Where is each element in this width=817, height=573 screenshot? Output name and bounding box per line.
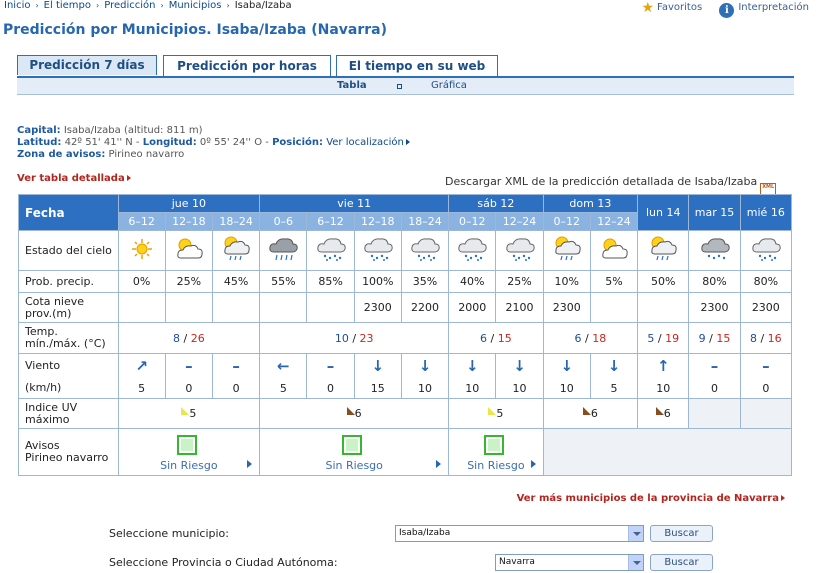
cloud-snow-icon: [408, 235, 442, 259]
day-header: vie 11: [260, 195, 449, 213]
wind-dir-cell: [689, 354, 740, 379]
breadcrumb-el-tiempo[interactable]: El tiempo: [43, 0, 92, 11]
breadcrumb-prediccion[interactable]: Predicción: [104, 0, 156, 11]
bullet-icon: [397, 84, 402, 89]
wind-dir-cell: [590, 354, 637, 379]
cota-cell: [165, 293, 212, 323]
buscar-municipio-button[interactable]: Buscar: [650, 525, 713, 542]
provincia-label: Seleccione Provincia o Ciudad Autónoma:: [109, 556, 338, 569]
wind-arrow-icon: ↓: [513, 357, 526, 376]
period-header: 0–6: [260, 213, 307, 231]
period-header: 18–24: [401, 213, 448, 231]
arrow-right-icon: [247, 460, 252, 468]
tab-el-tiempo-en-su-web[interactable]: El tiempo en su web: [336, 55, 498, 77]
day-header: lun 14: [638, 195, 689, 231]
temp-min-max: 8 / 16: [749, 331, 782, 345]
uv-label-line2: máximo: [25, 412, 70, 426]
arrow-right-icon: [781, 495, 785, 501]
posicion-label: Posición:: [272, 137, 323, 148]
breadcrumb-municipios[interactable]: Municipios: [168, 0, 222, 11]
wind-dir-cell: [740, 354, 791, 379]
prob-cell: [740, 271, 791, 293]
wind-speed-cell: [307, 379, 354, 399]
sky-cell: [165, 231, 212, 271]
latitud-value: 42º 51' 41'' N -: [64, 137, 140, 148]
wind-dir-cell: [165, 354, 212, 379]
prob-precip-label: Prob. precip.: [19, 271, 119, 293]
sun-cloud-rain-icon: [219, 235, 253, 259]
aviso-label: Sin Riesgo: [325, 458, 383, 472]
wind-speed-value: 10: [465, 381, 480, 395]
temp-min-max: 8 / 26: [173, 331, 205, 345]
uv-index: [583, 407, 598, 420]
interpretacion-label: Interpretación: [738, 2, 809, 13]
period-header: 6–12: [307, 213, 354, 231]
prob-value: 50%: [651, 275, 676, 288]
wind-arrow-icon: –: [326, 357, 335, 376]
cota-value: 2100: [505, 301, 534, 314]
day-header: mar 15: [689, 195, 740, 231]
uv-index: [347, 407, 362, 420]
chevron-right-icon: ›: [35, 1, 39, 10]
cloud-snow-icon: [749, 235, 783, 259]
favoritos-label: Favoritos: [657, 2, 703, 13]
municipio-select-value: Isaba/Izaba: [399, 528, 451, 538]
wind-dir-cell: [638, 354, 689, 379]
aviso-cell: [260, 429, 449, 476]
aviso-cell: [118, 429, 260, 476]
wind-arrow-icon: ↗: [135, 357, 148, 376]
temp-max: 15: [716, 331, 731, 345]
cota-cell: [307, 293, 354, 323]
cloud-snow-icon: [361, 235, 395, 259]
prob-value: 85%: [318, 275, 343, 288]
cloud-snow-icon: [455, 235, 489, 259]
prob-cell: [590, 271, 637, 293]
sky-cell: [118, 231, 165, 271]
sun-cloud-icon: [172, 236, 206, 260]
provincia-select[interactable]: [495, 554, 644, 571]
arrow-right-icon: [531, 460, 536, 468]
aviso-label: Sin Riesgo: [467, 458, 525, 472]
temp-min: 8: [749, 331, 757, 345]
estado-cielo-label: Estado del cielo: [19, 231, 119, 271]
wind-dir-cell: [307, 354, 354, 379]
wind-speed-value: 15: [370, 381, 385, 395]
tab-prediccion-7-dias[interactable]: Predicción 7 días: [17, 55, 157, 75]
wind-dir-cell: [401, 354, 448, 379]
wind-arrow-icon: –: [762, 357, 770, 376]
aviso-label: Sin Riesgo: [160, 458, 218, 472]
ver-tabla-label: Ver tabla detallada: [17, 173, 125, 184]
wind-speed-value: 0: [232, 381, 240, 395]
ver-mas-label: Ver más municipios de la provincia de Navarra: [516, 493, 779, 504]
avisos-label: [19, 429, 119, 476]
cota-cell: [689, 293, 740, 323]
cota-cell: [260, 293, 307, 323]
prob-cell: [449, 271, 496, 293]
prob-value: 55%: [271, 275, 296, 288]
cota-cell: [118, 293, 165, 323]
tab-prediccion-por-horas[interactable]: Predicción por horas: [163, 55, 331, 77]
period-header: 12–24: [496, 213, 543, 231]
capital-label: Capital:: [17, 125, 61, 136]
municipio-label: Seleccione municipio:: [109, 527, 229, 540]
page-title: Predicción por Municipios. Isaba/Izaba (Navarra): [3, 22, 387, 38]
longitud-value: 0º 55' 24'' O -: [199, 137, 269, 148]
wind-speed-value: 0: [327, 381, 335, 395]
wind-speed-cell: [212, 379, 259, 399]
temp-max: 23: [359, 331, 374, 345]
wind-speed-cell: [543, 379, 590, 399]
green-square-icon: [177, 435, 197, 455]
cloud-snow-icon: [503, 235, 537, 259]
wind-speed-value: 5: [279, 381, 287, 395]
cota-label-line1: Cota nieve: [25, 294, 85, 308]
prob-cell: [260, 271, 307, 293]
sky-cell: [449, 231, 496, 271]
day-header: sáb 12: [449, 195, 543, 213]
prob-value: 25%: [507, 275, 532, 288]
sky-cell: [354, 231, 401, 271]
period-header: 12–24: [590, 213, 637, 231]
wind-arrow-icon: ↓: [607, 357, 621, 376]
sky-cell: [590, 231, 637, 271]
sky-cell: [260, 231, 307, 271]
temp-min-max: 10 / 23: [334, 331, 374, 345]
uv-flag-icon: [347, 407, 355, 415]
wind-arrow-icon: ↓: [371, 357, 385, 376]
chevron-right-icon: ›: [160, 1, 164, 10]
capital-value: Isaba/Izaba (altitud: 811 m): [63, 125, 203, 136]
info-icon: i: [719, 3, 734, 18]
wind-speed-cell: [354, 379, 401, 399]
uv-cell: [118, 399, 260, 429]
temp-cell: [638, 323, 689, 354]
prob-cell: [354, 271, 401, 293]
temp-min-max: 5 / 19: [647, 331, 680, 345]
cota-value: 2300: [363, 301, 392, 314]
wind-speed-cell: [165, 379, 212, 399]
cloud-rain-icon: [266, 235, 300, 259]
viento-label: Viento: [19, 354, 119, 379]
wind-dir-cell: [118, 354, 165, 379]
cota-value: 2300: [751, 301, 780, 314]
uv-value: 6: [354, 407, 362, 420]
kmh-label: (km/h): [19, 379, 119, 399]
prob-cell: [165, 271, 212, 293]
period-header: 0–12: [543, 213, 590, 231]
sun-cloud-icon: [597, 236, 631, 260]
uv-value: 5: [496, 407, 504, 420]
cota-cell: [449, 293, 496, 323]
wind-speed-cell: [496, 379, 543, 399]
sky-cell: [401, 231, 448, 271]
temp-cell: [449, 323, 543, 354]
temp-min: 9: [698, 331, 706, 345]
arrow-right-icon: [127, 175, 131, 181]
temp-max: 18: [592, 331, 607, 345]
wind-speed-cell: [740, 379, 791, 399]
temp-min: 6: [480, 331, 488, 345]
uv-index: [181, 407, 196, 420]
uv-cell: [260, 399, 449, 429]
uv-value: 5: [189, 407, 197, 420]
prob-cell: [543, 271, 590, 293]
prob-value: 10%: [554, 275, 579, 288]
arrow-right-icon: [436, 460, 441, 468]
wind-dir-cell: [354, 354, 401, 379]
wind-dir-cell: [212, 354, 259, 379]
prob-value: 25%: [176, 275, 202, 288]
wind-dir-cell: [496, 354, 543, 379]
period-header: 18–24: [212, 213, 259, 231]
chevron-down-icon: [628, 526, 643, 541]
uv-cell-empty: [740, 399, 791, 429]
wind-speed-cell: [449, 379, 496, 399]
temp-max: 26: [190, 331, 205, 345]
zona-label: Zona de avisos:: [17, 149, 106, 160]
zona-value: Pirineo navarro: [108, 149, 185, 160]
breadcrumb-inicio[interactable]: Inicio: [4, 0, 31, 11]
wind-speed-value: 5: [138, 381, 146, 395]
wind-arrow-icon: ↓: [465, 357, 479, 376]
provincia-select-value: Navarra: [499, 557, 535, 567]
wind-speed-value: 10: [418, 381, 433, 395]
prob-value: 80%: [702, 275, 727, 288]
temp-cell: [689, 323, 740, 354]
wind-speed-cell: [260, 379, 307, 399]
cota-value: 2300: [700, 301, 729, 314]
wind-speed-cell: [118, 379, 165, 399]
top-links: [627, 0, 809, 18]
temp-max: 19: [665, 331, 680, 345]
temp-max: 16: [767, 331, 782, 345]
ver-localizacion-link[interactable]: [326, 137, 410, 148]
prob-cell: [307, 271, 354, 293]
sun-icon: [127, 237, 157, 261]
longitud-label: Longitud:: [142, 137, 197, 148]
wind-dir-cell: [449, 354, 496, 379]
tabla-view-link[interactable]: Tabla: [337, 80, 367, 91]
latitud-label: Latitud:: [17, 137, 62, 148]
ver-localizacion-label: Ver localización: [326, 137, 404, 148]
uv-cell: [638, 399, 689, 429]
wind-speed-value: 0: [711, 381, 718, 395]
breadcrumb-current: Isaba/Izaba: [234, 0, 292, 11]
prob-value: 80%: [753, 275, 779, 288]
prob-cell: [401, 271, 448, 293]
avisos-label-line2: Pirineo navarro: [25, 451, 109, 464]
cota-cell: [212, 293, 259, 323]
uv-index: [488, 407, 503, 420]
ver-mas-municipios-link[interactable]: [517, 493, 785, 504]
xml-icon: XML: [760, 183, 776, 197]
chevron-right-icon: ›: [226, 1, 230, 10]
wind-speed-value: 5: [610, 381, 618, 395]
sun-cloud-rain-icon: [550, 235, 584, 259]
wind-dir-cell: [260, 354, 307, 379]
day-header: dom 13: [543, 195, 637, 213]
period-header: 12–18: [165, 213, 212, 231]
descargar-label: Descargar XML de la predicción detallada de Isaba/Izaba: [445, 175, 758, 188]
ver-tabla-detallada-link[interactable]: [17, 173, 131, 184]
wind-speed-value: 10: [559, 381, 574, 395]
prob-value: 0%: [132, 275, 151, 288]
cota-value: 2300: [552, 301, 581, 314]
aviso-sin-riesgo[interactable]: [260, 430, 448, 475]
favoritos-link[interactable]: [641, 0, 703, 16]
avisos-label-line1: Avisos: [25, 439, 60, 452]
period-header: 12–18: [354, 213, 401, 231]
wind-speed-cell: [401, 379, 448, 399]
temp-min: 10: [334, 331, 349, 345]
cota-cell: [354, 293, 401, 323]
uv-label: [19, 399, 119, 429]
prob-cell: [212, 271, 259, 293]
wind-speed-cell: [638, 379, 689, 399]
sky-cell: [543, 231, 590, 271]
day-header: mié 16: [740, 195, 791, 231]
cloud-snow-icon: [698, 235, 732, 259]
star-icon: ★: [641, 0, 655, 16]
wind-arrow-icon: –: [710, 357, 719, 376]
cota-value: 2200: [411, 301, 440, 314]
wind-speed-value: 10: [512, 381, 527, 395]
temp-label-line2: mín./máx. (°C): [25, 337, 106, 350]
fecha-header: Fecha: [19, 195, 119, 231]
day-header: jue 10: [118, 195, 260, 213]
temp-min: 5: [647, 331, 655, 345]
sun-cloud-rain-icon: [646, 235, 680, 259]
wind-arrow-icon: ↓: [560, 357, 574, 376]
view-switcher: [17, 78, 794, 95]
temp-cell: [260, 323, 449, 354]
temp-max: 15: [497, 331, 512, 345]
wind-speed-value: 10: [656, 381, 671, 395]
temp-cell: [740, 323, 791, 354]
sky-cell: [307, 231, 354, 271]
prob-value: 45%: [223, 275, 249, 288]
temp-label-line1: Temp.: [25, 325, 58, 338]
aviso-sin-riesgo[interactable]: [119, 430, 260, 475]
cloud-snow-icon: [314, 235, 348, 259]
cota-cell: [401, 293, 448, 323]
cota-cell: [740, 293, 791, 323]
prob-value: 35%: [412, 275, 438, 288]
wind-speed-cell: [689, 379, 740, 399]
wind-arrow-icon: ↓: [418, 357, 432, 376]
sky-cell: [496, 231, 543, 271]
uv-cell: [543, 399, 637, 429]
wind-arrow-icon: –: [232, 357, 240, 376]
arrow-right-icon: [406, 139, 410, 145]
buscar-provincia-button[interactable]: Buscar: [650, 554, 713, 571]
uv-cell: [449, 399, 543, 429]
prob-value: 100%: [362, 275, 394, 288]
sky-cell: [638, 231, 689, 271]
sky-cell: [212, 231, 259, 271]
wind-speed-value: 0: [185, 381, 193, 395]
uv-value: 6: [590, 407, 598, 420]
temp-min-max: 6 / 18: [574, 331, 607, 345]
temp-label: [19, 323, 119, 354]
uv-flag-icon: [583, 407, 591, 415]
location-info: [17, 125, 410, 161]
breadcrumb: [4, 0, 292, 11]
cota-cell: [638, 293, 689, 323]
tab-bar: [17, 55, 794, 77]
cota-cell: [590, 293, 637, 323]
aviso-cell: [449, 429, 543, 476]
cota-label-line2: prov.(m): [25, 306, 72, 320]
wind-arrow-icon: ←: [277, 357, 290, 376]
cota-cell: [496, 293, 543, 323]
cota-value: 2000: [458, 301, 487, 314]
temp-min: 8: [173, 331, 180, 345]
forecast-table: [18, 194, 792, 476]
prob-cell: [118, 271, 165, 293]
prob-value: 40%: [460, 275, 485, 288]
prob-cell: [638, 271, 689, 293]
cota-nieve-label: [19, 293, 119, 323]
uv-value: 6: [663, 407, 671, 420]
wind-speed-cell: [590, 379, 637, 399]
chevron-right-icon: ›: [96, 1, 100, 10]
uv-index: [656, 407, 671, 420]
uv-label-line1: Indice UV: [25, 400, 78, 414]
temp-min: 6: [574, 331, 582, 345]
temp-min-max: 6 / 15: [480, 331, 512, 345]
chevron-down-icon: [628, 555, 643, 570]
grafica-view-link[interactable]: Gráfica: [431, 80, 467, 91]
wind-arrow-icon: ↑: [656, 357, 670, 376]
interpretacion-link[interactable]: [719, 2, 809, 16]
sky-cell: [689, 231, 740, 271]
cota-cell: [543, 293, 590, 323]
temp-min-max: 9 / 15: [698, 331, 731, 345]
prob-value: 5%: [605, 275, 623, 288]
uv-flag-icon: [656, 407, 664, 415]
green-square-icon: [342, 435, 362, 455]
wind-speed-value: 0: [762, 381, 770, 395]
uv-cell-empty: [689, 399, 740, 429]
temp-cell: [543, 323, 637, 354]
wind-dir-cell: [543, 354, 590, 379]
temp-cell: [118, 323, 260, 354]
sky-cell: [740, 231, 791, 271]
municipio-select[interactable]: [395, 525, 644, 542]
period-header: 6–12: [118, 213, 165, 231]
aviso-sin-riesgo[interactable]: [449, 430, 542, 475]
prob-cell: [496, 271, 543, 293]
period-header: 0–12: [449, 213, 496, 231]
wind-arrow-icon: –: [185, 357, 193, 376]
green-square-icon: [484, 435, 504, 455]
prob-cell: [689, 271, 740, 293]
aviso-cell-empty: [543, 429, 791, 476]
